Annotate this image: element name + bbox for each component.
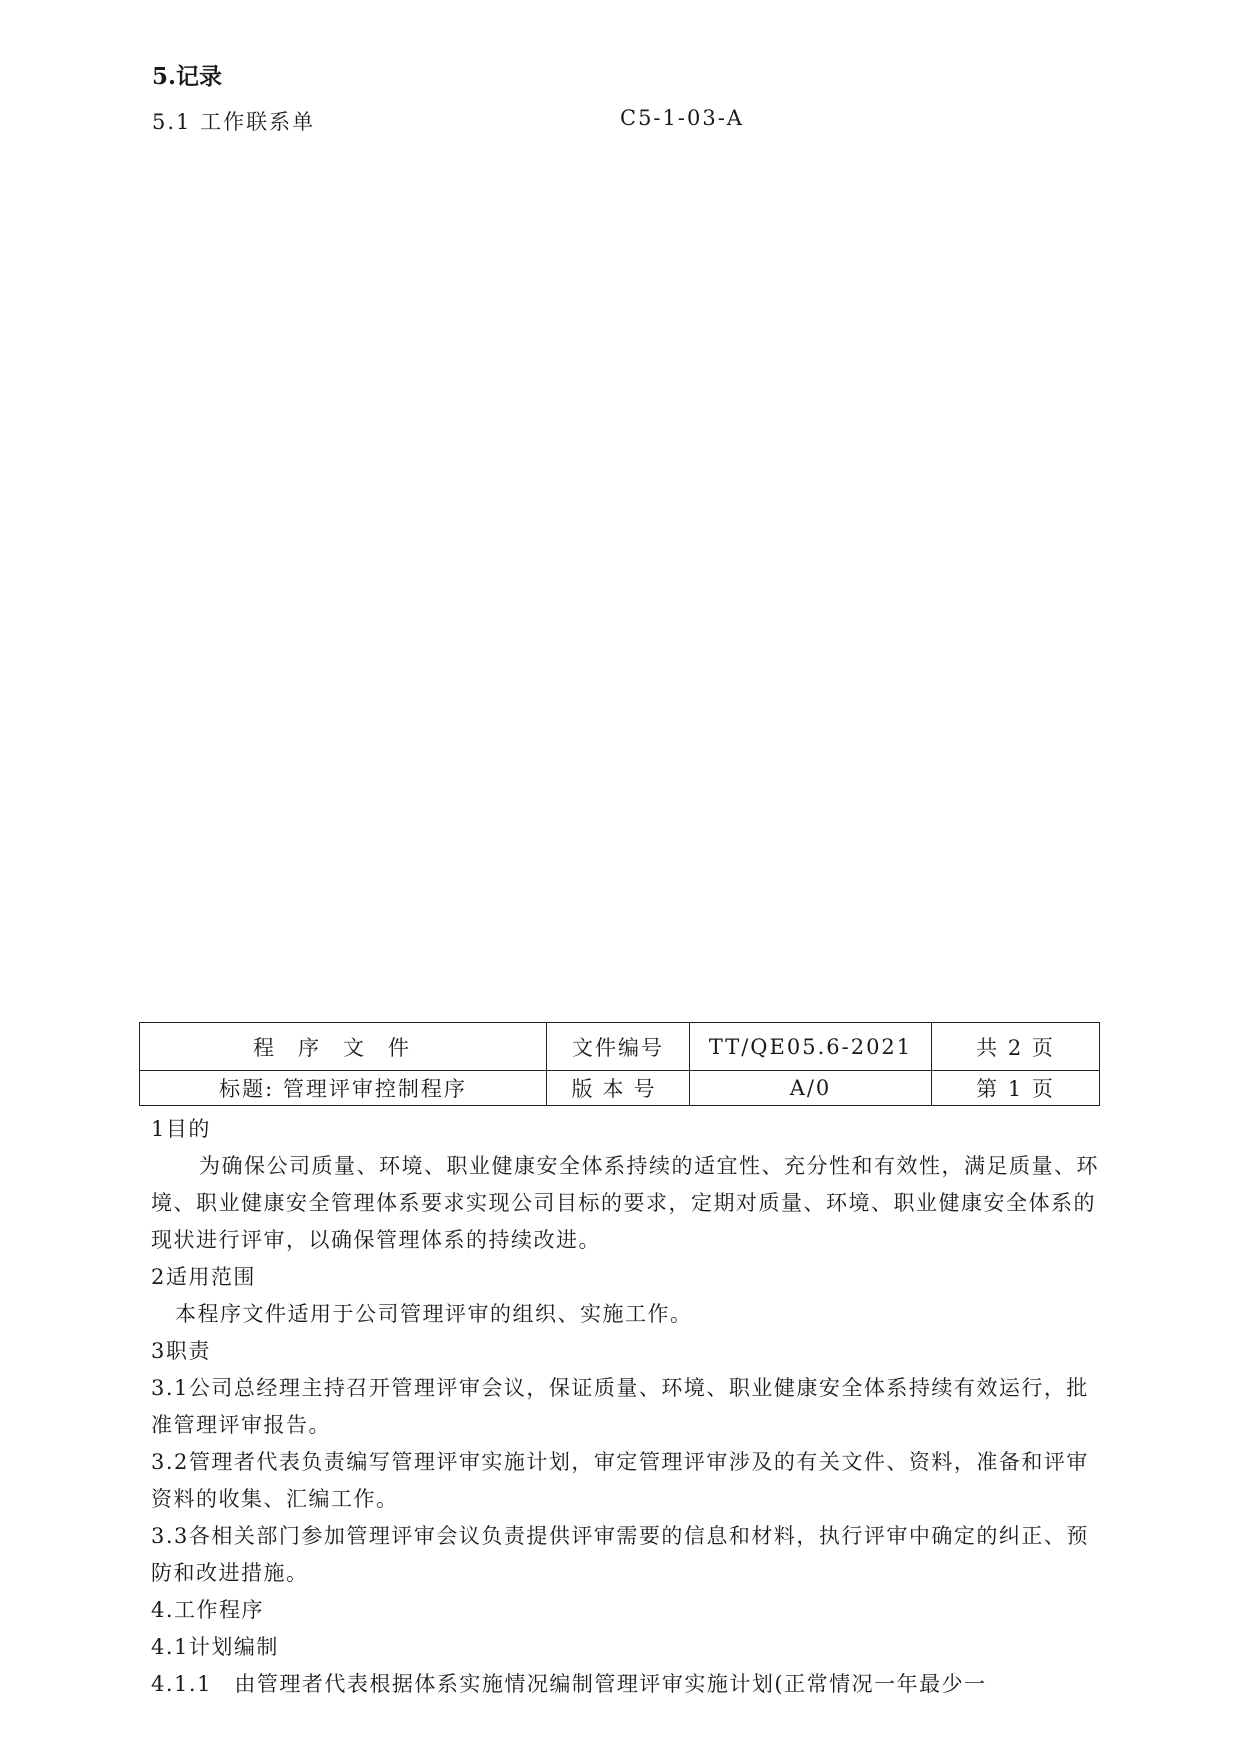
doc-type-cell: 程序文件 bbox=[140, 1023, 547, 1071]
section-4-heading: 4.工作程序 bbox=[151, 1598, 265, 1622]
section-3-3: 3.3各相关部门参加管理评审会议负责提供评审需要的信息和材料，执行评审中确定的纠正、预防和改进措施。 bbox=[151, 1524, 1089, 1585]
section-1-text: 为确保公司质量、环境、职业健康安全体系持续的适宜性、充分性和有效性，满足质量、环境、职业健康安全管理体系要求实现公司目标的要求，定期对质量、环境、职业健康安全体系的现状进行评审，以确保管理体系的持续改进。 bbox=[151, 1154, 1099, 1252]
version-label-cell: 版本号 bbox=[547, 1071, 690, 1106]
header-row-2 bbox=[140, 1071, 1100, 1106]
version-cell: A/0 bbox=[690, 1071, 932, 1106]
header-row-1 bbox=[140, 1023, 1100, 1071]
section-2-text: 本程序文件适用于公司管理评审的组织、实施工作。 bbox=[175, 1302, 693, 1326]
record-item-name: 5.1 工作联系单 bbox=[152, 110, 316, 134]
section-3-2: 3.2管理者代表负责编写管理评审实施计划，审定管理评审涉及的有关文件、资料，准备和评审资料的收集、汇编工作。 bbox=[151, 1450, 1089, 1511]
title-cell: 标题: 管理评审控制程序 bbox=[140, 1071, 547, 1106]
section-2-heading: 2适用范围 bbox=[151, 1265, 256, 1289]
section-3-1: 3.1公司总经理主持召开管理评审会议，保证质量、环境、职业健康安全体系持续有效运行，批准管理评审报告。 bbox=[151, 1376, 1089, 1437]
document-body bbox=[151, 1111, 1104, 1703]
doc-no-label-cell: 文件编号 bbox=[547, 1023, 690, 1071]
section-3-heading: 3职责 bbox=[151, 1339, 211, 1363]
records-heading: 5.记录 bbox=[152, 63, 223, 90]
document-header-table bbox=[139, 1022, 1100, 1106]
page-cell: 第 1 页 bbox=[932, 1071, 1100, 1106]
total-pages-cell: 共 2 页 bbox=[932, 1023, 1100, 1071]
section-4-1-heading: 4.1计划编制 bbox=[151, 1635, 279, 1659]
section-4-1-1: 4.1.1 由管理者代表根据体系实施情况编制管理评审实施计划(正常情况一年最少一 bbox=[151, 1672, 987, 1696]
section-1-heading: 1目的 bbox=[151, 1117, 211, 1141]
record-item-code: C5-1-03-A bbox=[620, 106, 744, 130]
doc-no-cell: TT/QE05.6-2021 bbox=[690, 1023, 932, 1071]
